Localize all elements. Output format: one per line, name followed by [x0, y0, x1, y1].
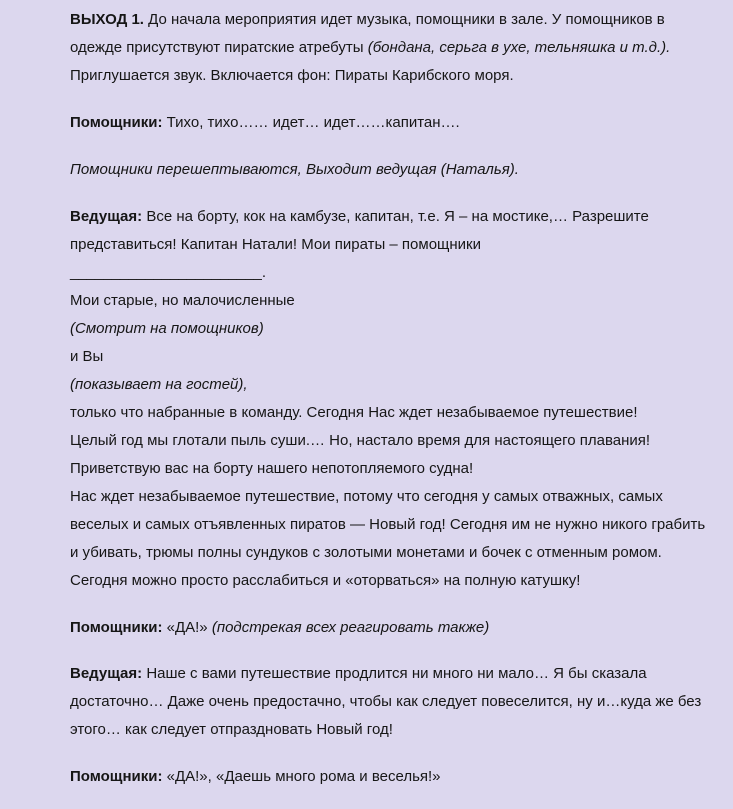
assistants-line-2 — [70, 614, 715, 642]
exit-text-end: Приглушается звук. Включается фон: Пираты Карибского моря. — [70, 67, 514, 84]
continuation-line-3: только что набранные в команду. Сегодня Нас ждет незабываемое путешествие! — [70, 404, 638, 421]
line-text: «ДА!» — [162, 619, 212, 636]
exit-italic-note: (бондана, серьга в ухе, тельняшка и т.д.). — [367, 39, 671, 56]
host-line-2 — [70, 660, 715, 744]
line-text: «ДА!», «Даешь много рома и веселья!» — [162, 768, 441, 785]
blank-line: _______________________. — [70, 264, 267, 281]
continuation-line-4: Целый год мы глотали пыль суши.… Но, настало время для настоящего плавания! — [70, 432, 651, 449]
speaker-label: Помощники: — [70, 619, 163, 636]
speaker-label: Помощники: — [70, 768, 163, 785]
assistants-line-1 — [70, 109, 715, 137]
direction-text: (Смотрит на помощников) — [70, 320, 264, 337]
line-text: Наше с вами путешествие продлится ни много ни мало… Я бы сказала достаточно… Даже очень предостачно, чтобы как следует повеселится, ну и…куда же без этого… как следует отпраздновать Новый год! — [70, 665, 702, 738]
continuation-line-5: Приветствую вас на борту нашего непотопляемого судна! — [70, 460, 474, 477]
continuation-line-1: Мои старые, но малочисленные — [70, 292, 295, 309]
speaker-label: Ведущая: — [70, 665, 143, 682]
continuation-direction-1 — [70, 315, 715, 343]
assistants-line-3 — [70, 763, 715, 791]
continuation-direction-2 — [70, 371, 715, 399]
line-text: Тихо, тихо…… идет… идет……капитан…. — [162, 114, 460, 131]
exit-text: До начала мероприятия идет музыка, помощники в зале. У помощников в одежде присутствуют пиратские атребуты — [70, 11, 665, 56]
speaker-label: Помощники: — [70, 114, 163, 131]
line-text: Все на борту, кок на камбузе, капитан, т.е. Я – на мостике,… Разрешите представиться! Капитан Натали! Мои пираты – помощники — [70, 208, 649, 253]
direction-text: (показывает на гостей), — [70, 376, 248, 393]
document-page — [70, 6, 715, 791]
speaker-label: Ведущая: — [70, 208, 143, 225]
continuation-line-2: и Вы — [70, 348, 104, 365]
stage-direction-1 — [70, 156, 715, 184]
continuation-line-6: Нас ждет незабываемое путешествие, потому что сегодня у самых отважных, самых веселых и самых отъявленных пиратов — Новый год! Сегодня им не нужно никого грабить и убивать, трюмы полны сундуков с золотыми монетами и бочек с отменным ромом. Сегодня можно просто расслабиться и «оторваться» на полную катушку! — [70, 488, 706, 589]
exit-1-paragraph — [70, 6, 715, 90]
line-italic-note: (подстрекая всех реагировать также) — [211, 619, 490, 636]
exit-label: ВЫХОД 1. — [70, 11, 144, 28]
host-line-1 — [70, 203, 715, 287]
stage-direction-text: Помощники перешептываются, Выходит ведущая (Наталья). — [70, 161, 519, 178]
